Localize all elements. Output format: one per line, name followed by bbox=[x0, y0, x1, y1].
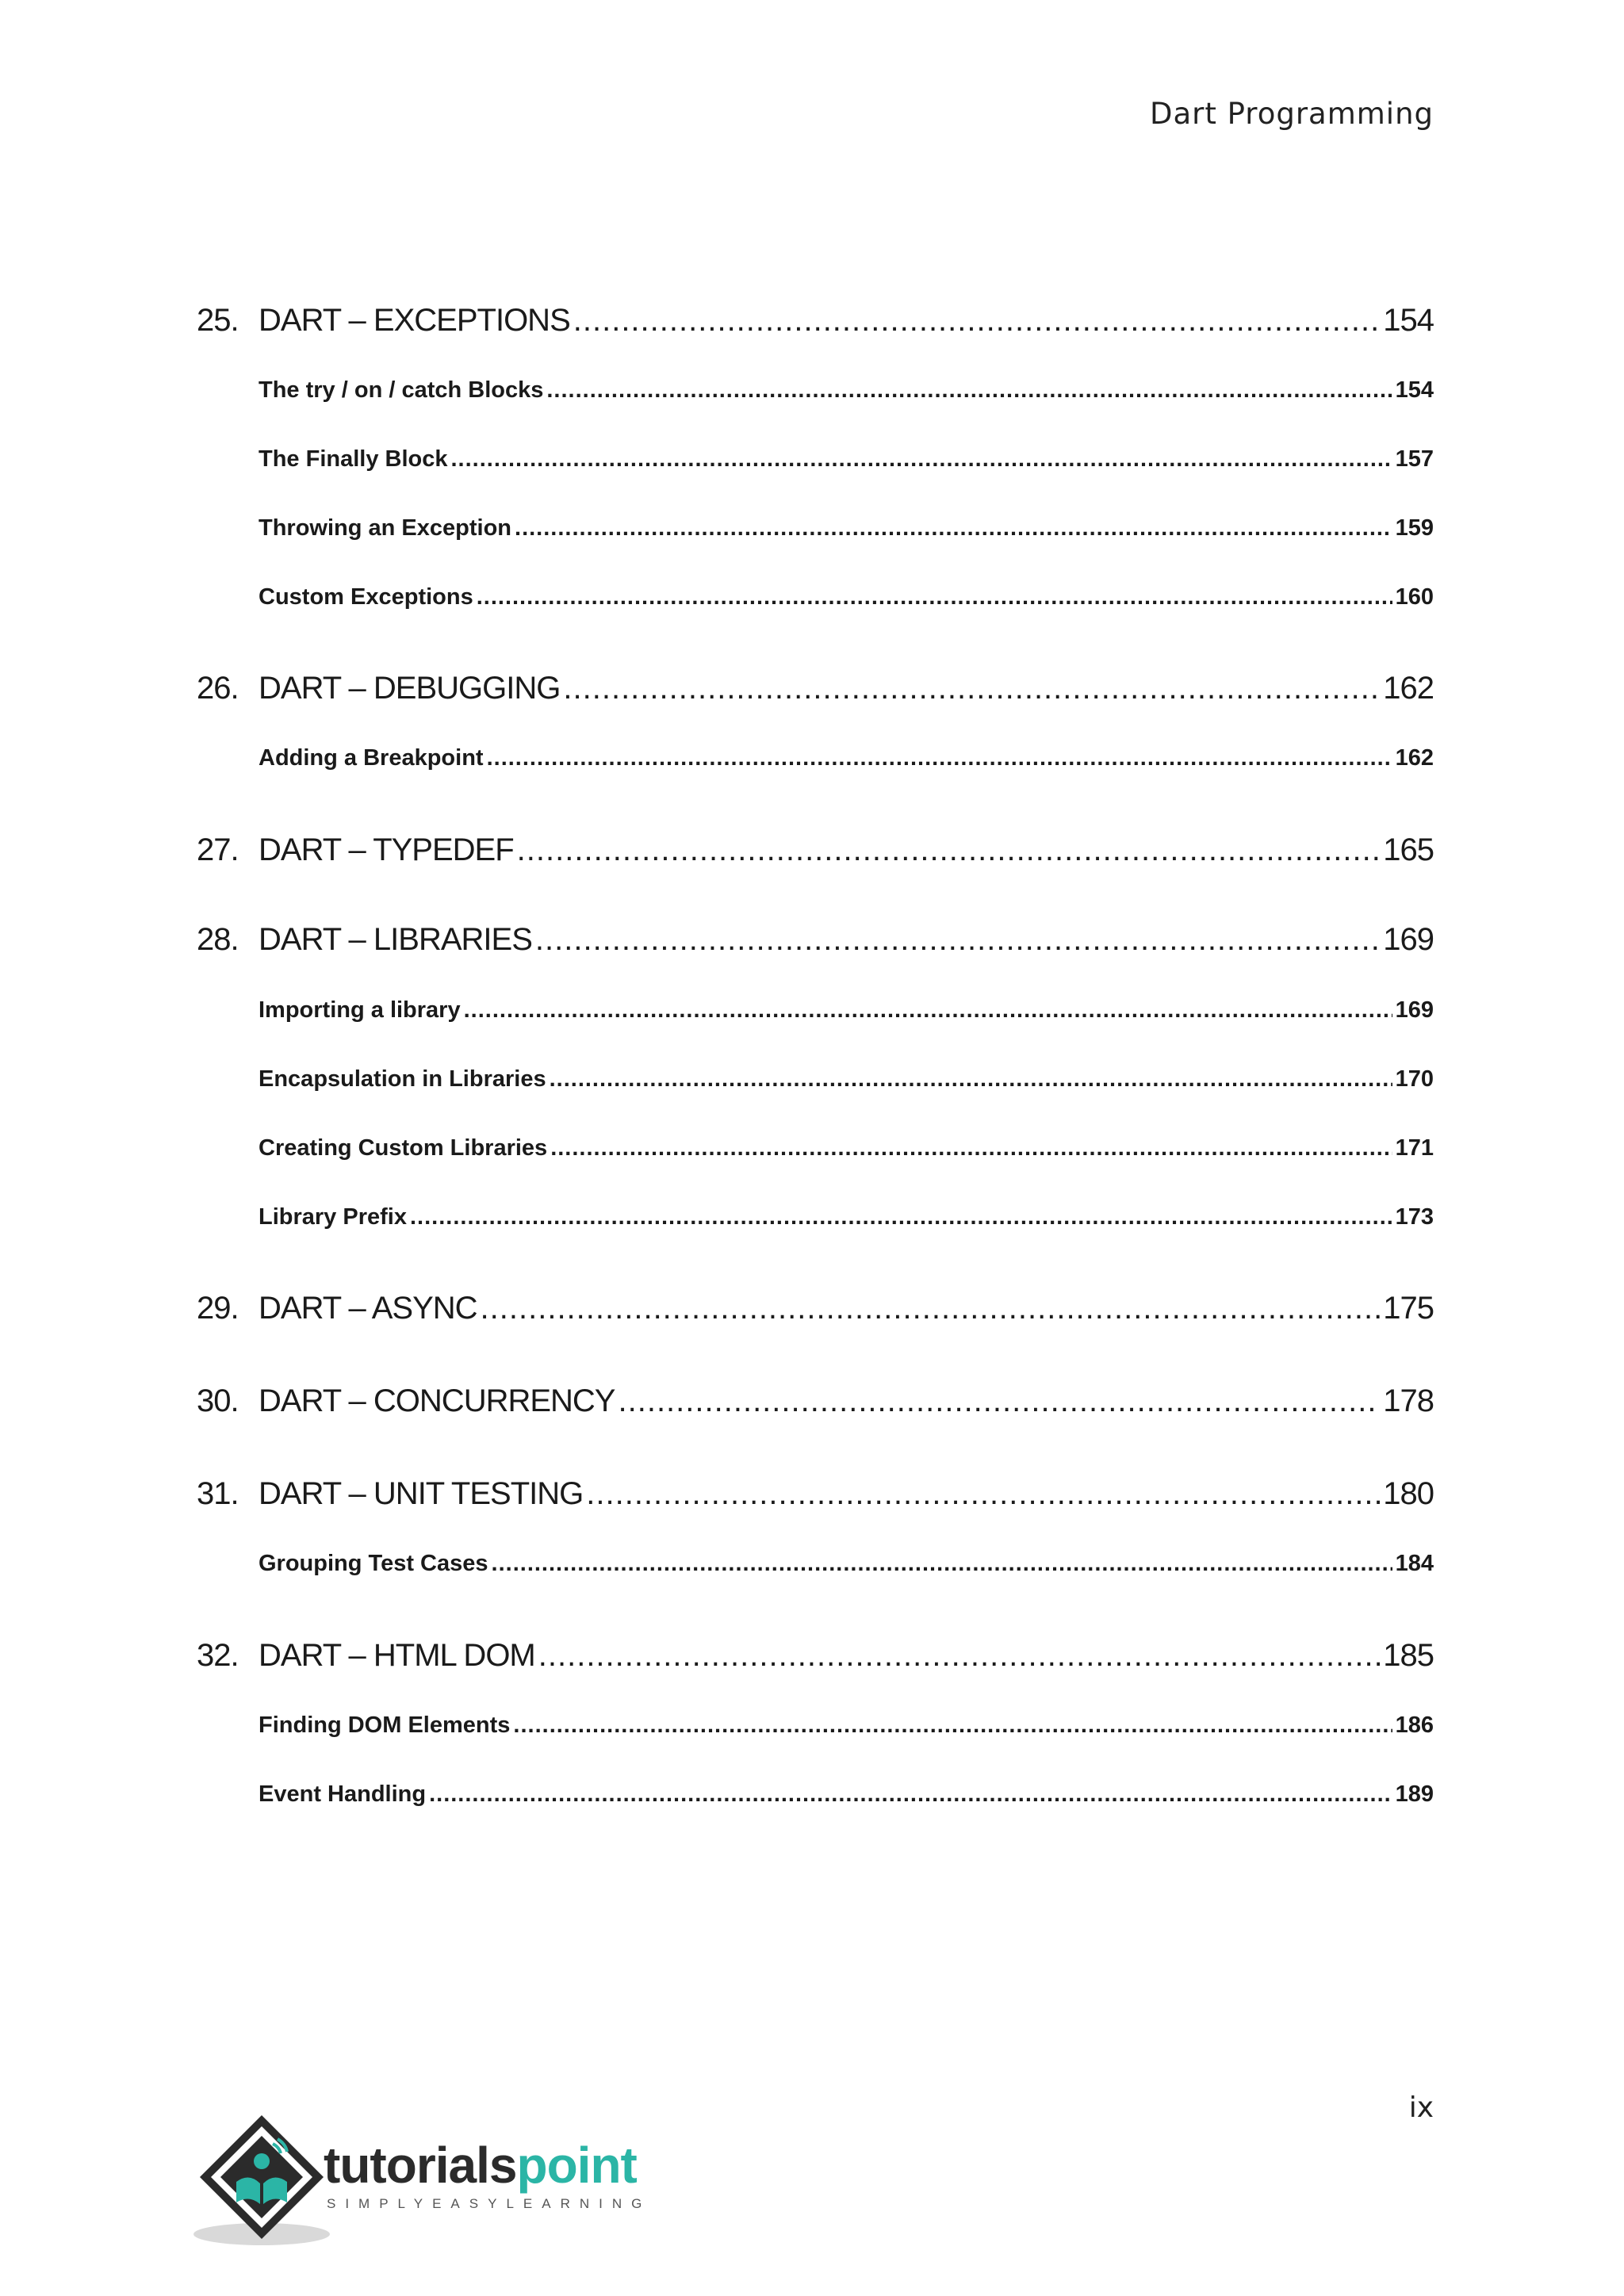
chapter-number: 26. bbox=[197, 671, 239, 706]
toc-entry-label: DART – EXCEPTIONS bbox=[259, 303, 570, 338]
toc-section-entry[interactable] bbox=[197, 515, 1434, 541]
toc-page-number: 160 bbox=[1395, 584, 1434, 610]
toc-page-number: 154 bbox=[1395, 377, 1434, 403]
tutorialspoint-logo bbox=[190, 2109, 650, 2252]
toc-entry-label: DART – LIBRARIES bbox=[259, 922, 532, 957]
toc-page-number: 162 bbox=[1383, 671, 1434, 706]
toc-entry-label: Creating Custom Libraries bbox=[259, 1135, 548, 1161]
toc-chapter-entry[interactable] bbox=[197, 1291, 1434, 1326]
toc-section-entry[interactable] bbox=[197, 1135, 1434, 1161]
toc-section-entry[interactable] bbox=[197, 584, 1434, 610]
running-header: Dart Programming bbox=[1149, 97, 1434, 131]
toc-section-entry[interactable] bbox=[197, 1551, 1434, 1577]
page-number: ix bbox=[1408, 2091, 1434, 2124]
toc-page-number: 180 bbox=[1383, 1476, 1434, 1511]
dot-leader bbox=[517, 832, 1381, 868]
dot-leader bbox=[550, 1135, 1392, 1161]
dot-leader bbox=[477, 584, 1392, 610]
dot-leader bbox=[586, 1476, 1380, 1512]
toc-page-number: 186 bbox=[1395, 1712, 1434, 1738]
toc-chapter-entry[interactable] bbox=[197, 1383, 1434, 1419]
toc-entry-label: Finding DOM Elements bbox=[259, 1712, 511, 1738]
toc-section-entry[interactable] bbox=[197, 1066, 1434, 1093]
toc-section-entry[interactable] bbox=[197, 446, 1434, 473]
dot-leader bbox=[546, 377, 1392, 404]
toc-chapter-entry[interactable] bbox=[197, 832, 1434, 868]
chapter-number: 29. bbox=[197, 1291, 239, 1326]
dot-leader bbox=[618, 1383, 1380, 1419]
dot-leader bbox=[492, 1551, 1392, 1577]
dot-leader bbox=[573, 303, 1381, 339]
logo-tagline: SIMPLYEASYLEARNING bbox=[327, 2196, 652, 2211]
toc-page-number: 189 bbox=[1395, 1781, 1434, 1807]
toc-section-entry[interactable] bbox=[197, 1204, 1434, 1230]
toc-entry-label: Grouping Test Cases bbox=[259, 1551, 488, 1576]
toc-page-number: 178 bbox=[1383, 1383, 1434, 1418]
dot-leader bbox=[515, 515, 1392, 541]
toc-section-entry[interactable] bbox=[197, 997, 1434, 1024]
dot-leader bbox=[563, 671, 1380, 706]
toc-chapter-entry[interactable] bbox=[197, 303, 1434, 339]
logo-diamond-icon bbox=[190, 2109, 333, 2252]
toc-entry-label: DART – HTML DOM bbox=[259, 1638, 535, 1673]
toc-page-number: 171 bbox=[1395, 1135, 1434, 1161]
toc-page-number: 184 bbox=[1395, 1551, 1434, 1576]
toc-page-number: 165 bbox=[1383, 832, 1434, 867]
toc-entry-label: Library Prefix bbox=[259, 1204, 407, 1230]
toc-page-number: 162 bbox=[1395, 745, 1434, 771]
toc-page-number: 169 bbox=[1395, 997, 1434, 1023]
chapter-number: 31. bbox=[197, 1476, 239, 1511]
dot-leader bbox=[481, 1291, 1381, 1326]
toc-entry-label: Adding a Breakpoint bbox=[259, 745, 484, 771]
toc-page-number: 159 bbox=[1395, 515, 1434, 541]
dot-leader bbox=[513, 1712, 1392, 1739]
toc-entry-label: Importing a library bbox=[259, 997, 461, 1023]
toc-chapter-entry[interactable] bbox=[197, 1476, 1434, 1512]
toc-section-entry[interactable] bbox=[197, 1712, 1434, 1739]
toc-entry-label: DART – UNIT TESTING bbox=[259, 1476, 584, 1511]
toc-page-number: 157 bbox=[1395, 446, 1434, 472]
chapter-number: 28. bbox=[197, 922, 239, 957]
toc-page-number: 170 bbox=[1395, 1066, 1434, 1092]
toc-section-entry[interactable] bbox=[197, 1781, 1434, 1808]
toc-entry-label: The try / on / catch Blocks bbox=[259, 377, 544, 403]
dot-leader bbox=[487, 745, 1392, 771]
toc-entry-label: DART – TYPEDEF bbox=[259, 832, 514, 867]
toc-chapter-entry[interactable] bbox=[197, 922, 1434, 958]
toc-page-number: 185 bbox=[1383, 1638, 1434, 1673]
toc-entry-label: DART – CONCURRENCY bbox=[259, 1383, 615, 1418]
dot-leader bbox=[550, 1066, 1392, 1093]
toc-entry-label: The Finally Block bbox=[259, 446, 448, 472]
toc-entry-label: Event Handling bbox=[259, 1781, 427, 1807]
toc-entry-label: Throwing an Exception bbox=[259, 515, 512, 541]
dot-leader bbox=[429, 1781, 1392, 1808]
toc-page-number: 169 bbox=[1383, 922, 1434, 957]
logo-wordmark: tutorialspoint bbox=[324, 2137, 637, 2194]
toc-page-number: 175 bbox=[1383, 1291, 1434, 1326]
toc-entry-label: DART – ASYNC bbox=[259, 1291, 477, 1326]
chapter-number: 30. bbox=[197, 1383, 239, 1418]
toc-section-entry[interactable] bbox=[197, 377, 1434, 404]
toc-page-number: 154 bbox=[1383, 303, 1434, 338]
toc-chapter-entry[interactable] bbox=[197, 671, 1434, 706]
chapter-number: 25. bbox=[197, 303, 239, 338]
toc-page-number: 173 bbox=[1395, 1204, 1434, 1230]
toc-entry-label: Encapsulation in Libraries bbox=[259, 1066, 546, 1092]
toc-chapter-entry[interactable] bbox=[197, 1638, 1434, 1674]
dot-leader bbox=[464, 997, 1392, 1024]
dot-leader bbox=[410, 1204, 1392, 1230]
dot-leader bbox=[538, 1638, 1381, 1674]
dot-leader bbox=[535, 922, 1380, 958]
chapter-number: 32. bbox=[197, 1638, 239, 1673]
dot-leader bbox=[451, 446, 1392, 473]
chapter-number: 27. bbox=[197, 832, 239, 867]
toc-entry-label: DART – DEBUGGING bbox=[259, 671, 561, 706]
toc-section-entry[interactable] bbox=[197, 745, 1434, 771]
toc-entry-label: Custom Exceptions bbox=[259, 584, 473, 610]
